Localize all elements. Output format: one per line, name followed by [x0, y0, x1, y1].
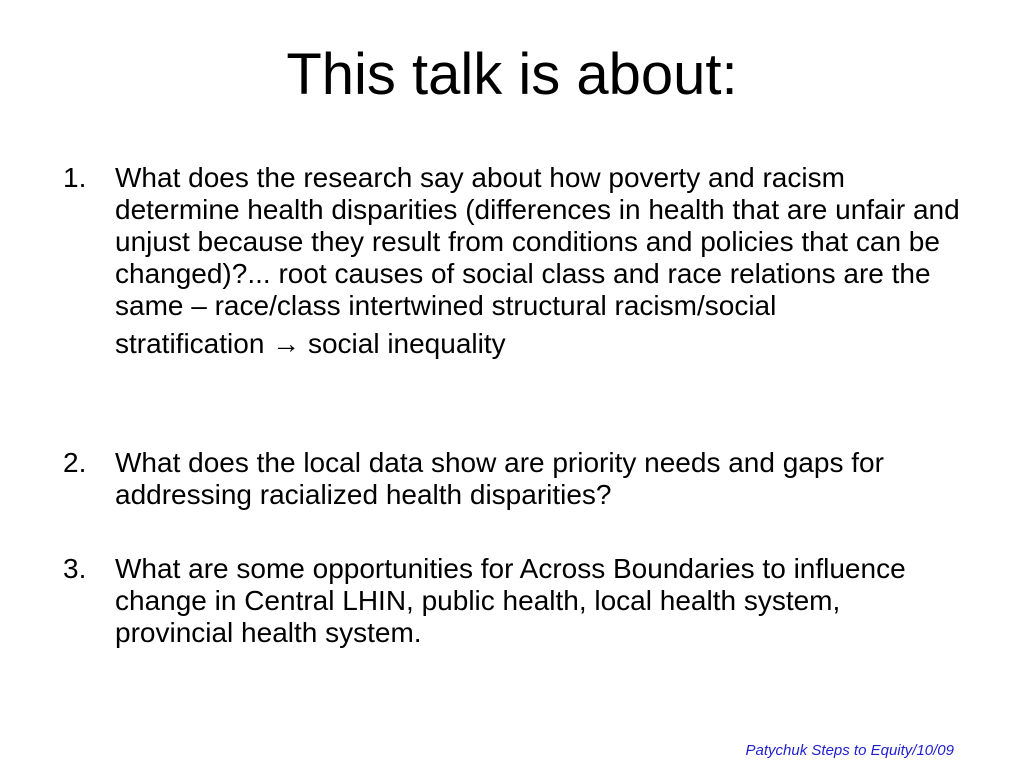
list-item-text	[63, 162, 963, 360]
list-item-1	[63, 162, 963, 360]
list-item-text: What are some opportunities for Across Boundaries to influence change in Central LHIN, public health, local health system, provincial health system.	[115, 553, 906, 648]
list-item-text: What does the local data show are priority needs and gaps for addressing racialized health disparities?	[115, 447, 884, 510]
list-item-text-main: What does the research say about how poverty and racism determine health disparities (differences in health that are unfair and unjust because they result from conditions and policies that can be changed)?... root causes of social class and race relations are the same – race/class intertwined structural racism/social	[115, 162, 960, 321]
slide-title: This talk is about:	[286, 42, 738, 107]
list-item-number: 3.	[63, 553, 87, 584]
list-item-3	[63, 553, 963, 649]
list-item-text-last-line: stratification → social inequality	[115, 328, 506, 359]
slide-footer: Patychuk Steps to Equity/10/09	[745, 742, 954, 759]
list-item-number: 2.	[63, 447, 87, 478]
list-item-2	[63, 447, 963, 511]
list-item-number: 1.	[63, 162, 87, 193]
